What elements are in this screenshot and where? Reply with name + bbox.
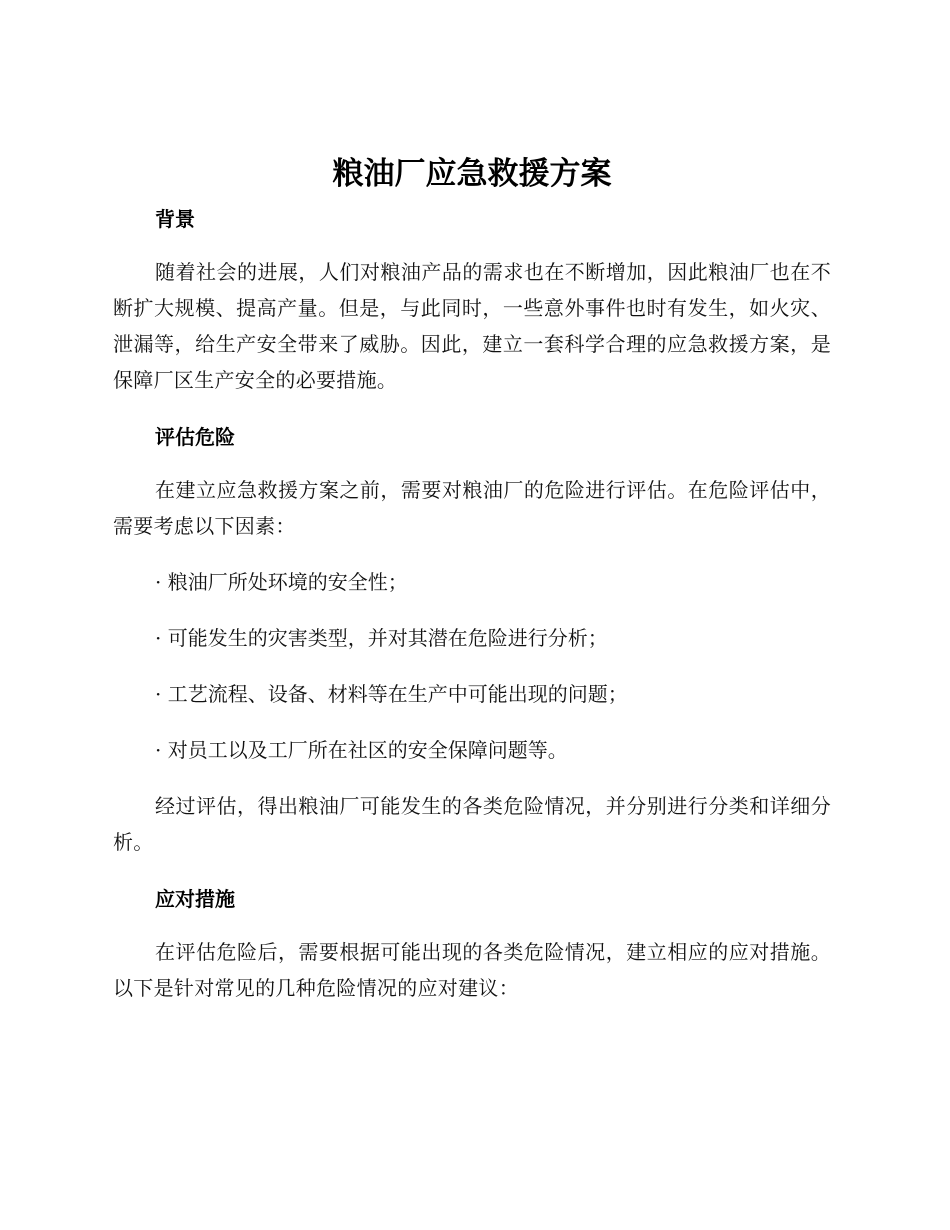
document-body bbox=[113, 150, 831, 1006]
risk-bullet-item: · 对员工以及工厂所在社区的安全保障问题等。 bbox=[155, 738, 568, 762]
risk-bullet-item: · 可能发生的灾害类型，并对其潜在危险进行分析； bbox=[155, 626, 608, 650]
risk-assessment-intro: 在建立应急救援方案之前，需要对粮油厂的危险进行评估。在危险评估中，需要考虑以下因素： bbox=[113, 478, 831, 538]
section-heading-risk-assessment: 评估危险 bbox=[155, 425, 235, 449]
section-heading-background: 背景 bbox=[155, 207, 195, 231]
background-paragraph: 随着社会的进展，人们对粮油产品的需求也在不断增加，因此粮油厂也在不断扩大规模、提高产量。但是，与此同时，一些意外事件也时有发生，如火灾、泄漏等，给生产安全带来了威胁。因此，建立一套科学合理的应急救援方案，是保障厂区生产安全的必要措施。 bbox=[113, 260, 831, 392]
countermeasures-paragraph: 在评估危险后，需要根据可能出现的各类危险情况，建立相应的应对措施。以下是针对常见的几种危险情况的应对建议： bbox=[113, 940, 831, 1000]
section-heading-countermeasures: 应对措施 bbox=[155, 887, 235, 911]
risk-bullet-item: · 粮油厂所处环境的安全性； bbox=[155, 570, 408, 594]
document-title: 粮油厂应急救援方案 bbox=[332, 156, 612, 192]
risk-bullet-item: · 工艺流程、设备、材料等在生产中可能出现的问题； bbox=[155, 682, 628, 706]
risk-assessment-conclusion: 经过评估，得出粮油厂可能发生的各类危险情况，并分别进行分类和详细分析。 bbox=[113, 794, 831, 854]
